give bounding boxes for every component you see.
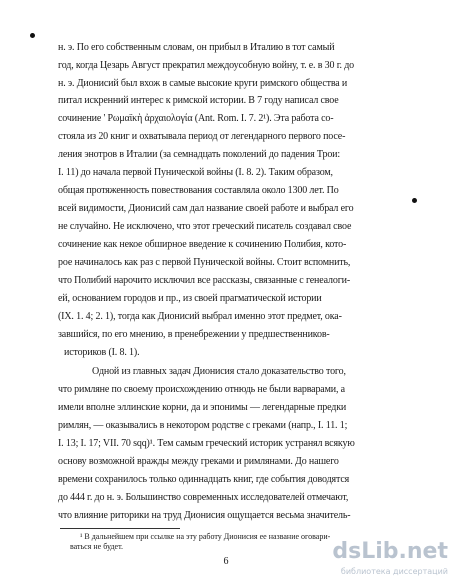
- text-line: всей видимости, Дионисий сам дал название своей работе и выбрал его: [58, 203, 354, 214]
- text-line: I. 11) до начала первой Пунической войны (I. 8. 2). Таким образом,: [58, 167, 333, 178]
- text-line: основу возможной вражды между греками и римлянами. До нашего: [58, 456, 339, 467]
- text-line: что римляне по своему происхождению отнюдь не были варварами, а: [58, 384, 345, 395]
- text-line: I. 13; I. 17; VII. 70 sqq)¹. Тем самым греческий историк устранял всякую: [58, 438, 355, 449]
- text-line: времени сохранилось только одиннадцать книг, где события доводятся: [58, 474, 350, 485]
- footnote-line: ваться не будет.: [70, 542, 123, 551]
- text-line: (IX. 1. 4; 2. 1), тогда как Дионисий выбрал именно этот предмет, ока-: [58, 311, 342, 322]
- text-line: ления энотров в Италии (за семнадцать поколений до падения Трои:: [58, 149, 341, 160]
- watermark-logo: dsLib.net: [332, 539, 448, 564]
- text-line: римлян, — оказывались в некотором родстве с греками (напр., I. 11. 1;: [58, 420, 348, 431]
- text-line: завшийся, по его мнению, в пренебрежении у предшественников-: [58, 329, 330, 340]
- text-line: историков (I. 8. 1).: [64, 347, 140, 358]
- text-line: ей, основанием городов и пр., из своей прагматической истории: [58, 293, 322, 304]
- scan-speck-right: [412, 198, 417, 203]
- text-line: до 444 г. до н. э. Большинство современных исследователей отмечают,: [58, 492, 349, 503]
- text-line: н. э. По его собственным словам, он прибыл в Италию в тот самый: [58, 42, 335, 53]
- footnote-separator: [60, 528, 180, 529]
- text-line: не случайно. Не исключено, что этот греческий писатель создавал свое: [58, 221, 352, 232]
- scan-speck-left: [30, 33, 35, 38]
- footnote-line: ¹ В дальнейшем при ссылке на эту работу Дионисия ее название оговари-: [80, 532, 331, 541]
- text-line: что влияние риторики на труд Дионисия ощущается весьма значитель-: [58, 510, 351, 521]
- watermark: [330, 538, 448, 580]
- text-line: сочинение как некое обширное введение к сочинению Полибия, кото-: [58, 239, 347, 250]
- text-line: имели вполне эллинские корни, да и эпонимы — легендарные предки: [58, 402, 347, 413]
- page-number: 6: [223, 556, 229, 567]
- text-line: н. э. Дионисий был вхож в самые высокие круги римского общества и: [58, 78, 348, 89]
- text-line: питал искренний интерес к римской истории. В 7 году написал свое: [58, 95, 339, 106]
- text-line: что Полибий нарочито исключил все рассказы, связанные с генеалоги-: [58, 275, 351, 286]
- paragraph-start-line: Одной из главных задач Дионисия стало доказательство того,: [92, 366, 346, 377]
- text-line: сочинение ' Ρωμαϊκὴ ἀρχαιολογία (Ant. Rom. I. 7. 2¹). Эта работа со-: [58, 113, 334, 124]
- text-line: стояла из 20 книг и охватывала период от легендарного первого посе-: [58, 131, 346, 142]
- text-line: рое начиналось как раз с первой Пунической войны. Стоит вспомнить,: [58, 257, 351, 268]
- text-line: общая протяженность повествования составляла около 1300 лет. По: [58, 185, 339, 196]
- text-line: год, когда Цезарь Август прекратил междоусобную войну, т. е. в 30 г. до: [58, 60, 355, 71]
- watermark-subtitle: библиотека диссертаций: [340, 567, 448, 576]
